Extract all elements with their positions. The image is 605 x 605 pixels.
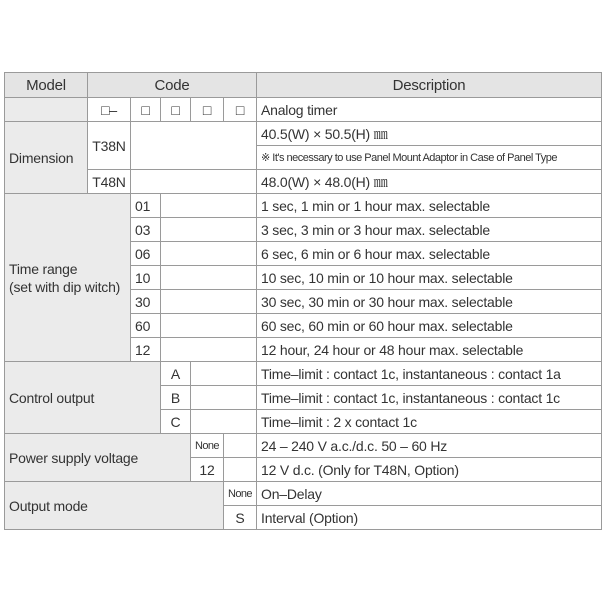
control-output-row [5, 362, 602, 386]
time-range-description: 60 sec, 60 min or 60 hour max. selectable [257, 314, 602, 338]
time-range-code: 01 [131, 194, 161, 218]
code-prefix: □– [88, 98, 131, 122]
control-output-code: B [161, 386, 191, 410]
spec-table [4, 72, 602, 530]
dimension-t48n-description: 48.0(W) × 48.0(H) ㎜ [257, 170, 602, 194]
panel-mount-note: ※ It's necessary to use Panel Mount Adaptor in Case of Panel Type [257, 146, 602, 170]
power-supply-row [5, 434, 602, 458]
time-range-description: 12 hour, 24 hour or 48 hour max. selectable [257, 338, 602, 362]
control-output-description: Time–limit : 2 x contact 1c [257, 410, 602, 434]
time-range-code: 06 [131, 242, 161, 266]
power-supply-label: Power supply voltage [5, 434, 191, 482]
code-box: □ [131, 98, 161, 122]
blank-code-cell [191, 362, 257, 386]
code-box: □ [224, 98, 257, 122]
blank-code-cell [191, 386, 257, 410]
dimension-label: Dimension [5, 122, 88, 194]
blank-code-cell [161, 242, 257, 266]
time-range-code: 60 [131, 314, 161, 338]
code-box: □ [191, 98, 224, 122]
power-supply-code: None [191, 434, 224, 458]
output-mode-code: S [224, 506, 257, 530]
time-range-description: 3 sec, 3 min or 3 hour max. selectable [257, 218, 602, 242]
blank-code-cell [224, 458, 257, 482]
control-output-code: C [161, 410, 191, 434]
dimension-t38n-description: 40.5(W) × 50.5(H) ㎜ [257, 122, 602, 146]
output-mode-description: Interval (Option) [257, 506, 602, 530]
power-supply-description: 24 – 240 V a.c./d.c. 50 – 60 Hz [257, 434, 602, 458]
analog-timer-description: Analog timer [257, 98, 602, 122]
time-range-label [5, 194, 131, 362]
blank-model-cell [5, 98, 88, 122]
output-mode-description: On–Delay [257, 482, 602, 506]
output-mode-row [5, 482, 602, 506]
blank-code-cell [131, 122, 257, 170]
code-box: □ [161, 98, 191, 122]
time-range-description: 30 sec, 30 min or 30 hour max. selectable [257, 290, 602, 314]
control-output-description: Time–limit : contact 1c, instantaneous : contact 1c [257, 386, 602, 410]
output-mode-label: Output mode [5, 482, 224, 530]
dimension-code-t48n: T48N [88, 170, 131, 194]
time-range-label-line1: Time range [9, 260, 78, 277]
time-range-row [5, 194, 602, 218]
blank-code-cell [161, 338, 257, 362]
power-supply-code: 12 [191, 458, 224, 482]
blank-code-cell [161, 194, 257, 218]
dimension-t48n-row [5, 170, 602, 194]
blank-code-cell [161, 218, 257, 242]
control-output-label: Control output [5, 362, 161, 434]
control-output-description: Time–limit : contact 1c, instantaneous : contact 1a [257, 362, 602, 386]
time-range-code: 30 [131, 290, 161, 314]
power-supply-description: 12 V d.c. (Only for T48N, Option) [257, 458, 602, 482]
header-model: Model [5, 73, 88, 98]
time-range-code: 03 [131, 218, 161, 242]
time-range-label-line2: (set with dip witch) [9, 278, 121, 295]
time-range-description: 1 sec, 1 min or 1 hour max. selectable [257, 194, 602, 218]
time-range-description: 10 sec, 10 min or 10 hour max. selectable [257, 266, 602, 290]
time-range-description: 6 sec, 6 min or 6 hour max. selectable [257, 242, 602, 266]
header-row [5, 73, 602, 98]
blank-code-cell [161, 290, 257, 314]
code-boxes-row [5, 98, 602, 122]
time-range-code: 12 [131, 338, 161, 362]
time-range-code: 10 [131, 266, 161, 290]
blank-code-cell [161, 314, 257, 338]
blank-code-cell [131, 170, 257, 194]
output-mode-code: None [224, 482, 257, 506]
blank-code-cell [224, 434, 257, 458]
dimension-t38n-row [5, 122, 602, 146]
control-output-code: A [161, 362, 191, 386]
blank-code-cell [191, 410, 257, 434]
dimension-code-t38n: T38N [88, 122, 131, 170]
header-code: Code [88, 73, 257, 98]
header-description: Description [257, 73, 602, 98]
blank-code-cell [161, 266, 257, 290]
